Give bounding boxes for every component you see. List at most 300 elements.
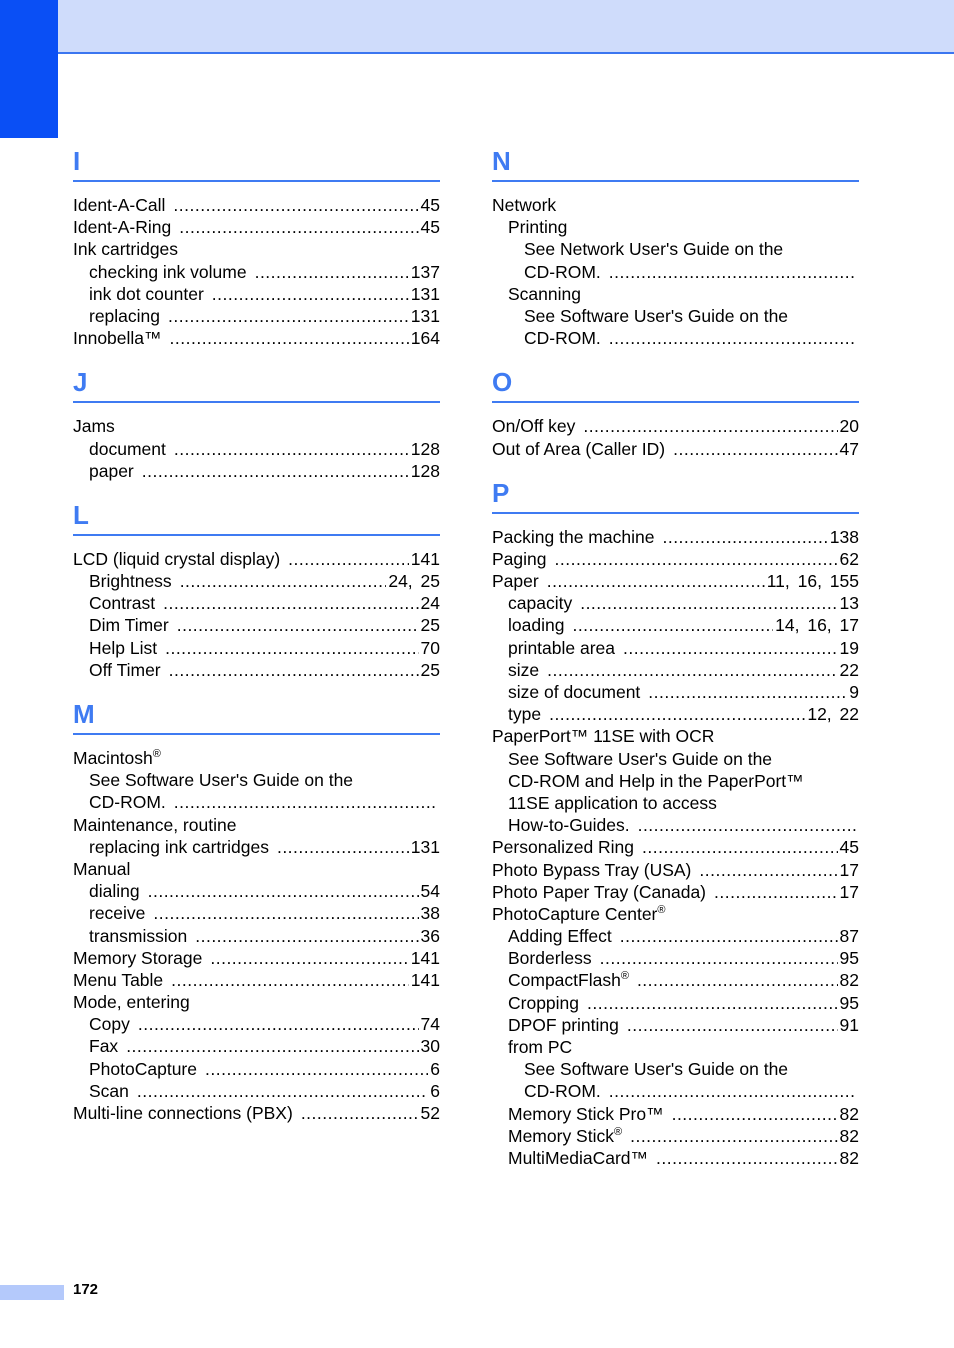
index-term — [492, 725, 714, 747]
index-term-text: Borderless — [508, 948, 592, 969]
index-term-text: How-to-Guides. — [508, 815, 630, 836]
index-entry — [492, 283, 859, 305]
page-references: 82 — [839, 1125, 859, 1146]
index-term-text: checking ink volume — [89, 261, 247, 282]
index-term — [89, 902, 145, 924]
index-term-text: capacity — [508, 593, 573, 614]
index-term — [89, 460, 134, 482]
index-term-text: MultiMediaCard™ — [508, 1147, 649, 1168]
index-term — [492, 438, 665, 460]
index-entry — [492, 1058, 859, 1080]
index-term — [508, 681, 640, 703]
index-column-left — [73, 144, 440, 1124]
index-term — [89, 1080, 129, 1102]
index-entry — [492, 792, 859, 814]
index-term — [492, 881, 706, 903]
index-term-text: Multi-line connections (PBX) — [73, 1103, 293, 1123]
page-references: 138 — [829, 526, 859, 547]
page-references: 131 — [410, 305, 440, 326]
index-term-text: CompactFlash — [508, 970, 621, 991]
index-term-text: PhotoCapture Center — [492, 903, 658, 924]
page-references: 141 — [410, 548, 440, 569]
dot-leader — [142, 460, 409, 482]
index-entry — [492, 748, 859, 770]
index-term — [73, 548, 280, 570]
index-term — [89, 614, 169, 636]
page-references: 52 — [420, 1103, 440, 1123]
page-references: 30 — [420, 1036, 440, 1057]
dot-leader — [547, 659, 837, 681]
dot-leader — [137, 1080, 428, 1102]
index-term-text: Macintosh — [73, 748, 153, 768]
dot-leader — [623, 637, 838, 659]
index-term-text: Photo Bypass Tray (USA) — [492, 859, 692, 880]
index-term — [73, 947, 202, 969]
index-term — [508, 814, 630, 836]
index-entry — [492, 1103, 859, 1125]
dot-leader — [170, 327, 409, 349]
index-term — [89, 1035, 118, 1057]
index-term — [508, 947, 592, 969]
index-term-text: paper — [89, 460, 134, 481]
index-term — [492, 526, 654, 548]
section-gap — [73, 482, 440, 498]
index-term — [492, 836, 634, 858]
page-references: 19 — [839, 637, 859, 658]
page-references: 164 — [410, 328, 440, 349]
section-gap — [492, 460, 859, 476]
dot-leader — [580, 592, 837, 614]
index-entry — [492, 592, 859, 614]
dot-leader — [174, 438, 409, 460]
index-term — [73, 858, 130, 880]
dot-leader — [648, 681, 847, 703]
index-term-text: Maintenance, routine — [73, 814, 237, 835]
page-references: 82 — [839, 970, 859, 991]
index-term — [73, 1102, 293, 1124]
index-entry — [73, 438, 440, 460]
index-term — [73, 747, 161, 769]
page-references: 62 — [839, 548, 859, 569]
index-term — [508, 283, 581, 305]
page-references: 137 — [410, 261, 440, 282]
index-term-text: replacing — [89, 305, 161, 326]
dot-leader — [620, 925, 838, 947]
page-number: 172 — [73, 1281, 99, 1298]
section-letter-heading: P — [492, 476, 859, 514]
index-term-text: Cropping — [508, 992, 580, 1013]
dot-leader — [549, 703, 805, 725]
index-term — [492, 548, 547, 570]
index-term-text: Out of Area (Caller ID) — [492, 438, 666, 459]
index-entry — [492, 903, 859, 925]
index-term — [508, 792, 717, 814]
page-references: 54 — [420, 881, 440, 902]
dot-leader — [672, 1103, 838, 1125]
index-term-text: CD-ROM. — [524, 261, 601, 282]
page-references: 141 — [410, 969, 440, 990]
index-term-text: replacing ink cartridges — [89, 836, 269, 857]
page-references: 95 — [839, 992, 859, 1013]
index-term-text: Mode, entering — [73, 992, 190, 1013]
index-term-text: Memory Stick — [508, 1125, 614, 1146]
index-entry — [73, 747, 440, 769]
page-references: 128 — [410, 460, 440, 481]
registered-mark: ® — [613, 1125, 623, 1138]
index-term — [508, 637, 615, 659]
index-term — [73, 194, 165, 216]
index-term-text: CD-ROM and Help in the PaperPort™ — [508, 770, 804, 791]
page-references: 70 — [420, 637, 440, 658]
index-term-text: Memory Stick Pro™ — [508, 1103, 664, 1124]
dot-leader — [555, 548, 838, 570]
index-entry — [492, 725, 859, 747]
index-term — [508, 1125, 622, 1147]
index-term — [73, 969, 163, 991]
dot-leader — [177, 614, 419, 636]
index-term-text: Innobella™ — [73, 328, 162, 349]
dot-leader — [547, 570, 765, 592]
chapter-tab — [0, 0, 58, 138]
dot-leader — [173, 194, 418, 216]
section-letter-heading: O — [492, 365, 859, 403]
index-term — [89, 769, 353, 791]
page-references: 131 — [410, 836, 440, 857]
index-term — [89, 283, 204, 305]
registered-mark: ® — [620, 970, 629, 983]
index-term-text: type — [508, 704, 542, 725]
index-term-text: See Software User's Guide on the — [524, 1059, 789, 1080]
registered-mark: ® — [657, 903, 666, 916]
index-term-text: ink dot counter — [89, 283, 204, 304]
dot-leader — [714, 881, 838, 903]
index-entry — [492, 216, 859, 238]
index-entry — [492, 969, 859, 991]
index-term — [89, 836, 269, 858]
index-term — [508, 1147, 648, 1169]
dot-leader — [627, 1014, 838, 1036]
index-entry — [73, 238, 440, 260]
dot-leader — [148, 880, 419, 902]
index-entry — [73, 592, 440, 614]
index-entry — [73, 814, 440, 836]
dot-leader — [277, 836, 409, 858]
index-entry — [73, 460, 440, 482]
dot-leader — [572, 614, 773, 636]
index-term — [89, 880, 140, 902]
dot-leader — [205, 1058, 428, 1080]
dot-leader — [255, 261, 409, 283]
index-term-text: Paging — [492, 548, 547, 569]
index-entry — [492, 261, 859, 283]
index-term-text: printable area — [508, 637, 616, 658]
index-entry — [73, 791, 440, 813]
index-entry — [492, 703, 859, 725]
index-entry — [73, 548, 440, 570]
page-references: 22 — [839, 659, 859, 680]
index-entry — [73, 1035, 440, 1057]
index-entry — [492, 1125, 859, 1147]
dot-leader — [153, 902, 418, 924]
index-term — [89, 1013, 130, 1035]
index-term-text: size — [508, 659, 540, 680]
section-gap — [73, 681, 440, 697]
index-entry — [492, 637, 859, 659]
index-term — [508, 216, 567, 238]
page-references: 11, 16, 155 — [766, 571, 859, 592]
index-term — [492, 415, 575, 437]
index-term — [508, 614, 564, 636]
index-term-text: See Network User's Guide on the — [524, 239, 784, 260]
index-term-text: receive — [89, 903, 146, 924]
page-references: 25 — [420, 659, 440, 680]
index-term — [73, 216, 171, 238]
page-references: 6 — [430, 1058, 440, 1079]
index-entry — [492, 859, 859, 881]
index-term-text: Brightness — [89, 571, 172, 592]
page-references: 82 — [839, 1103, 859, 1124]
index-term — [73, 327, 162, 349]
index-term-text: Photo Paper Tray (Canada) — [492, 881, 707, 902]
index-term-text: Contrast — [89, 593, 156, 614]
page-references: 45 — [839, 837, 859, 858]
index-term — [89, 438, 166, 460]
dot-leader — [171, 969, 409, 991]
index-entry — [73, 902, 440, 924]
index-term — [508, 770, 804, 792]
index-term-text: PaperPort™ 11SE with OCR — [492, 726, 715, 747]
index-entry — [492, 238, 859, 260]
index-entry — [492, 992, 859, 1014]
index-entry — [492, 548, 859, 570]
index-term-text: Ink cartridges — [73, 239, 179, 260]
index-term — [89, 791, 166, 813]
index-term-text: Manual — [73, 858, 131, 879]
index-term-text: dialing — [89, 881, 140, 902]
index-term-text: On/Off key — [492, 416, 576, 437]
index-term-text: See Software User's Guide on the — [89, 770, 354, 791]
index-entry — [492, 681, 859, 703]
page-references: 82 — [839, 1147, 859, 1168]
index-entry — [492, 1036, 859, 1058]
page-references: 20 — [839, 416, 859, 437]
header-band — [58, 0, 954, 54]
page-references: 12, 22 — [807, 704, 859, 725]
index-entry — [492, 570, 859, 592]
page-references: 95 — [839, 948, 859, 969]
dot-leader — [168, 305, 409, 327]
index-term-text: CD-ROM. — [524, 1081, 601, 1102]
page-references: 6 — [430, 1080, 440, 1101]
dot-leader — [195, 925, 418, 947]
dot-leader — [174, 791, 438, 813]
page-references: 17 — [839, 881, 859, 902]
dot-leader — [583, 415, 837, 437]
index-term — [492, 194, 556, 216]
index-entry — [73, 614, 440, 636]
index-term — [524, 327, 601, 349]
index-term — [508, 1036, 572, 1058]
index-term — [492, 903, 666, 925]
index-term — [73, 415, 115, 437]
index-term — [524, 305, 788, 327]
index-entry — [492, 814, 859, 836]
index-term — [524, 261, 601, 283]
dot-leader — [301, 1102, 419, 1124]
index-entry — [73, 925, 440, 947]
index-term — [508, 659, 539, 681]
registered-mark: ® — [152, 748, 161, 760]
dot-leader — [179, 216, 418, 238]
index-term — [524, 1080, 601, 1102]
dot-leader — [288, 548, 409, 570]
dot-leader — [600, 947, 838, 969]
dot-leader — [138, 1013, 419, 1035]
section-letter-heading: I — [73, 144, 440, 182]
section-letter-heading: M — [73, 697, 440, 735]
index-entry — [492, 881, 859, 903]
dot-leader — [212, 283, 409, 305]
index-term-text: See Software User's Guide on the — [508, 748, 773, 769]
dot-leader — [126, 1035, 418, 1057]
page-references: 45 — [420, 217, 440, 238]
dot-leader — [165, 637, 418, 659]
index-entry — [73, 947, 440, 969]
dot-leader — [638, 814, 857, 836]
index-entry — [73, 659, 440, 681]
index-entry — [492, 1014, 859, 1036]
section-gap — [73, 349, 440, 365]
index-term-text: 11SE application to access — [508, 792, 717, 813]
index-entry — [492, 526, 859, 548]
section-letter-heading: J — [73, 365, 440, 403]
dot-leader — [637, 969, 838, 991]
dot-leader — [587, 992, 838, 1014]
dot-leader — [609, 327, 857, 349]
index-entry — [73, 1058, 440, 1080]
page-references: 13 — [839, 593, 859, 614]
index-term — [89, 592, 155, 614]
index-entry — [492, 659, 859, 681]
index-term-text: Help List — [89, 637, 158, 658]
index-term — [89, 305, 160, 327]
index-term — [524, 238, 783, 260]
page-references: 9 — [849, 682, 859, 702]
section-letter-heading: L — [73, 498, 440, 536]
index-term — [508, 1014, 619, 1036]
index-term-text: loading — [508, 615, 565, 636]
index-term-text: Menu Table — [73, 969, 164, 990]
index-term — [89, 637, 157, 659]
page-references: 25 — [420, 615, 440, 636]
index-term-text: Scanning — [508, 283, 581, 304]
index-term — [73, 814, 236, 836]
page-references: 36 — [420, 925, 440, 946]
index-term-text: transmission — [89, 925, 188, 946]
index-term-text: Dim Timer — [89, 615, 169, 636]
index-term-text: Memory Storage — [73, 947, 203, 968]
index-entry — [73, 415, 440, 437]
index-entry — [492, 770, 859, 792]
index-entry — [73, 283, 440, 305]
index-entry — [73, 637, 440, 659]
index-term — [89, 261, 247, 283]
index-term-text: Ident-A-Ring — [73, 217, 172, 238]
index-term-text: Fax — [89, 1036, 119, 1057]
index-term-text: Jams — [73, 416, 115, 437]
index-term-text: CD-ROM. — [524, 328, 601, 349]
index-term-text: Paper — [492, 571, 539, 592]
index-entry — [73, 1013, 440, 1035]
section-letter-heading: N — [492, 144, 859, 182]
index-entry — [492, 438, 859, 460]
page-references: 14, 16, 17 — [775, 615, 859, 636]
index-term — [508, 703, 541, 725]
index-entry — [492, 1080, 859, 1102]
page-references: 91 — [839, 1014, 859, 1035]
page-references: 45 — [420, 195, 440, 215]
index-term-text: Scan — [89, 1080, 129, 1101]
index-term-text: from PC — [508, 1037, 573, 1057]
index-term — [508, 748, 772, 770]
index-column-right — [492, 144, 859, 1169]
index-entry — [492, 415, 859, 437]
page-references: 128 — [410, 438, 440, 459]
index-term-text: Adding Effect — [508, 926, 612, 947]
index-term-text: Personalized Ring — [492, 837, 635, 858]
index-entry — [492, 614, 859, 636]
index-term-text: size of document — [508, 682, 641, 702]
index-entry — [73, 880, 440, 902]
dot-leader — [180, 570, 387, 592]
page-references: 17 — [839, 859, 859, 880]
index-entry — [73, 1080, 440, 1102]
index-term-text: document — [89, 438, 166, 459]
index-entry — [73, 991, 440, 1013]
index-term — [508, 925, 612, 947]
index-entry — [492, 194, 859, 216]
index-term-text: Copy — [89, 1014, 130, 1035]
index-term — [508, 592, 572, 614]
index-term — [89, 570, 172, 592]
dot-leader — [169, 659, 419, 681]
footer-bar — [0, 1285, 64, 1300]
page-references: 47 — [839, 438, 859, 459]
index-term — [492, 570, 539, 592]
index-entry — [73, 570, 440, 592]
index-entry — [73, 858, 440, 880]
dot-leader — [609, 261, 857, 283]
index-term — [73, 238, 178, 260]
index-term-text: Ident-A-Call — [73, 195, 166, 215]
dot-leader — [163, 592, 418, 614]
page-references: 141 — [410, 947, 440, 968]
index-term-text: See Software User's Guide on the — [524, 305, 789, 326]
index-term — [508, 1103, 664, 1125]
index-entry — [73, 261, 440, 283]
index-term-text: Printing — [508, 217, 568, 238]
page-references: 24 — [420, 593, 440, 614]
index-term — [89, 1058, 197, 1080]
dot-leader — [609, 1080, 857, 1102]
dot-leader — [699, 859, 837, 881]
index-entry — [73, 769, 440, 791]
index-entry — [492, 1147, 859, 1169]
dot-leader — [642, 836, 838, 858]
index-term — [89, 659, 161, 681]
index-term — [524, 1058, 788, 1080]
dot-leader — [673, 438, 837, 460]
